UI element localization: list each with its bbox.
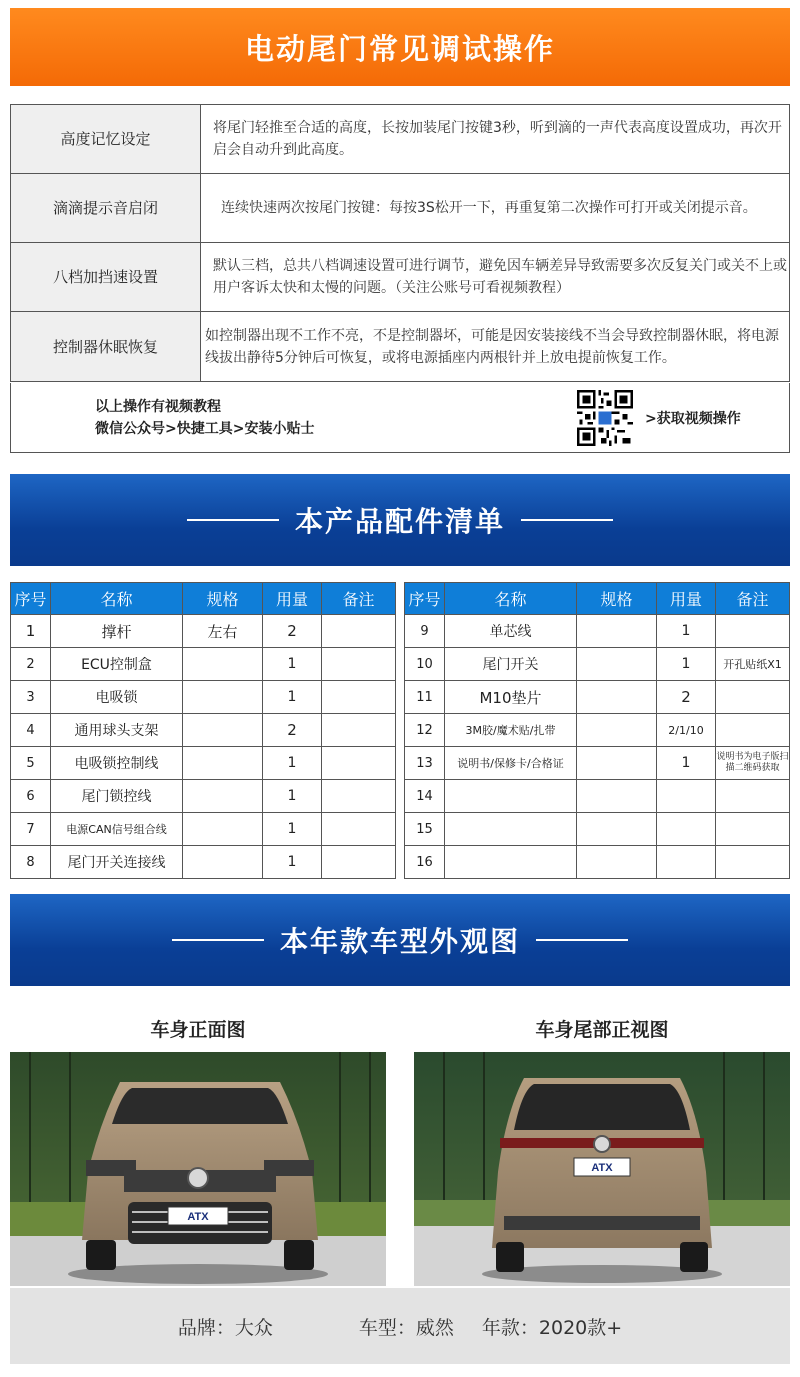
appearance-title: 本年款车型外观图 [279, 925, 520, 958]
video-line-1: 以上操作有视频教程 [95, 399, 221, 415]
cell-no: 8 [11, 846, 51, 879]
cell-qty: 1 [657, 747, 716, 780]
table-row [11, 615, 396, 648]
header-spec: 规格 [183, 583, 263, 615]
cell-note [716, 846, 790, 879]
cell-note [322, 846, 396, 879]
cell-spec [577, 780, 657, 813]
video-line-2: 微信公众号>快捷工具>安装小贴士 [95, 421, 315, 437]
cell-note [322, 780, 396, 813]
cell-qty: 1 [263, 681, 322, 714]
car-front-photo [10, 1052, 386, 1286]
cell-qty: 1 [657, 648, 716, 681]
cell-qty: 1 [263, 780, 322, 813]
cell-qty: 2/1/10 [657, 714, 716, 747]
cell-no: 1 [11, 615, 51, 648]
cell-no: 10 [405, 648, 445, 681]
cell-spec [577, 714, 657, 747]
get-video-link[interactable]: >获取视频操作 [645, 411, 741, 427]
cell-spec [183, 813, 263, 846]
cell-no: 14 [405, 780, 445, 813]
parts-header-row [11, 583, 396, 615]
table-row [405, 780, 790, 813]
model-info [359, 1313, 454, 1340]
table-row [405, 681, 790, 714]
settings-label: 八档加挡速设置 [11, 243, 201, 312]
cell-note [322, 648, 396, 681]
appearance-banner [10, 894, 790, 986]
cell-note [322, 714, 396, 747]
table-row [11, 846, 396, 879]
brand-label: 品牌： [177, 1316, 235, 1339]
header-qty: 用量 [657, 583, 716, 615]
cell-name: 撑杆 [51, 615, 183, 648]
cell-no: 9 [405, 615, 445, 648]
cell-qty: 1 [263, 813, 322, 846]
cell-no: 16 [405, 846, 445, 879]
settings-row [11, 105, 790, 174]
divider [187, 519, 279, 521]
model-label: 车型： [358, 1316, 416, 1339]
cell-no: 12 [405, 714, 445, 747]
header-note: 备注 [716, 583, 790, 615]
header-no: 序号 [11, 583, 51, 615]
settings-desc: 将尾门轻推至合适的高度，长按加装尾门按键3秒，听到滴的一声代表高度设置成功，再次开启会自动升到此高度。 [201, 105, 790, 174]
plate-text: ATX [187, 1211, 209, 1223]
cell-name [445, 780, 577, 813]
table-row [11, 747, 396, 780]
settings-desc: 如控制器出现不工作不亮，不是控制器坏，可能是因安装接线不当会导致控制器休眠，将电源线拔出静待5分钟后可恢复，或将电源插座内两根针并上放电提前恢复工作。 [201, 312, 790, 382]
cell-spec [577, 813, 657, 846]
cell-note [716, 780, 790, 813]
cell-note [716, 615, 790, 648]
settings-row [11, 312, 790, 382]
cell-note: 开孔贴纸X1 [716, 648, 790, 681]
page-title: 电动尾门常见调试操作 [10, 8, 790, 86]
table-row [11, 681, 396, 714]
header-name: 名称 [51, 583, 183, 615]
cell-no: 5 [11, 747, 51, 780]
rear-caption: 车身尾部正视图 [535, 1019, 669, 1041]
video-tutorial-box [10, 383, 790, 453]
cell-note [716, 813, 790, 846]
table-row [11, 780, 396, 813]
cell-no: 15 [405, 813, 445, 846]
brand-value: 大众 [234, 1316, 273, 1339]
divider [521, 519, 613, 521]
cell-qty: 2 [263, 714, 322, 747]
cell-name: 电吸锁 [51, 681, 183, 714]
cell-name: 电源CAN信号组合线 [51, 813, 183, 846]
year-label: 年款： [481, 1316, 539, 1339]
header-qty: 用量 [263, 583, 322, 615]
cell-spec [577, 846, 657, 879]
settings-label: 高度记忆设定 [11, 105, 201, 174]
cell-note [322, 615, 396, 648]
cell-qty: 1 [263, 648, 322, 681]
cell-qty: 1 [263, 846, 322, 879]
cell-name: 3M胶/魔术贴/扎带 [445, 714, 577, 747]
cell-qty: 1 [263, 747, 322, 780]
settings-desc: 连续快速两次按尾门按键：每按3S松开一下，再重复第二次操作可打开或关闭提示音。 [201, 174, 790, 243]
cell-spec [183, 681, 263, 714]
table-row [405, 846, 790, 879]
settings-label: 滴滴提示音启闭 [11, 174, 201, 243]
table-row [11, 714, 396, 747]
header-spec: 规格 [577, 583, 657, 615]
cell-name: M10垫片 [445, 681, 577, 714]
brand-info [178, 1313, 273, 1340]
settings-label: 控制器休眠恢复 [11, 312, 201, 382]
cell-no: 7 [11, 813, 51, 846]
cell-spec [183, 648, 263, 681]
qr-code-icon[interactable] [577, 390, 633, 446]
table-row [11, 648, 396, 681]
cell-qty: 2 [657, 681, 716, 714]
year-info [482, 1313, 622, 1340]
video-tutorial-text [95, 396, 314, 440]
settings-desc: 默认三档，总共八档调速设置可进行调节，避免因车辆差异导致需要多次反复关门或关不上或用户客诉太快和太慢的问题。（关注公账号可看视频教程） [201, 243, 790, 312]
cell-qty: 2 [263, 615, 322, 648]
cell-no: 6 [11, 780, 51, 813]
plate-text: ATX [591, 1162, 613, 1174]
cell-name: 通用球头支架 [51, 714, 183, 747]
cell-note [322, 747, 396, 780]
car-rear-photo [414, 1052, 790, 1286]
model-value: 威然 [415, 1316, 454, 1339]
cell-note [322, 813, 396, 846]
table-row [405, 813, 790, 846]
cell-name [445, 813, 577, 846]
cell-note [716, 681, 790, 714]
cell-spec [577, 681, 657, 714]
parts-table-left [10, 582, 396, 879]
cell-spec [183, 780, 263, 813]
cell-spec [183, 714, 263, 747]
cell-note: 说明书为电子版扫描二维码获取 [716, 747, 790, 780]
settings-row [11, 174, 790, 243]
table-row [11, 813, 396, 846]
cell-no: 2 [11, 648, 51, 681]
header-note: 备注 [322, 583, 396, 615]
cell-spec: 左右 [183, 615, 263, 648]
cell-no: 11 [405, 681, 445, 714]
table-row [405, 615, 790, 648]
table-row [405, 714, 790, 747]
cell-spec [577, 747, 657, 780]
cell-name: ECU控制盒 [51, 648, 183, 681]
cell-name [445, 846, 577, 879]
cell-spec [183, 846, 263, 879]
cell-qty: 1 [657, 615, 716, 648]
divider [536, 939, 628, 941]
vehicle-info-bar [10, 1288, 790, 1364]
settings-table [10, 104, 790, 382]
cell-qty [657, 846, 716, 879]
cell-spec [183, 747, 263, 780]
table-row [405, 648, 790, 681]
parts-table-right [404, 582, 790, 879]
cell-spec [577, 615, 657, 648]
header-name: 名称 [445, 583, 577, 615]
parts-header-row [405, 583, 790, 615]
divider [172, 939, 264, 941]
settings-row [11, 243, 790, 312]
cell-qty [657, 813, 716, 846]
parts-title: 本产品配件清单 [294, 505, 505, 538]
table-row [405, 747, 790, 780]
header-no: 序号 [405, 583, 445, 615]
cell-name: 尾门锁控线 [51, 780, 183, 813]
cell-qty [657, 780, 716, 813]
cell-no: 4 [11, 714, 51, 747]
parts-banner [10, 474, 790, 566]
cell-name: 电吸锁控制线 [51, 747, 183, 780]
cell-name: 尾门开关连接线 [51, 846, 183, 879]
cell-no: 13 [405, 747, 445, 780]
year-value: 2020款+ [538, 1316, 623, 1339]
cell-note [716, 714, 790, 747]
cell-name: 说明书/保修卡/合格证 [445, 747, 577, 780]
cell-name: 尾门开关 [445, 648, 577, 681]
front-caption: 车身正面图 [150, 1019, 246, 1041]
cell-spec [577, 648, 657, 681]
cell-name: 单芯线 [445, 615, 577, 648]
cell-no: 3 [11, 681, 51, 714]
cell-note [322, 681, 396, 714]
